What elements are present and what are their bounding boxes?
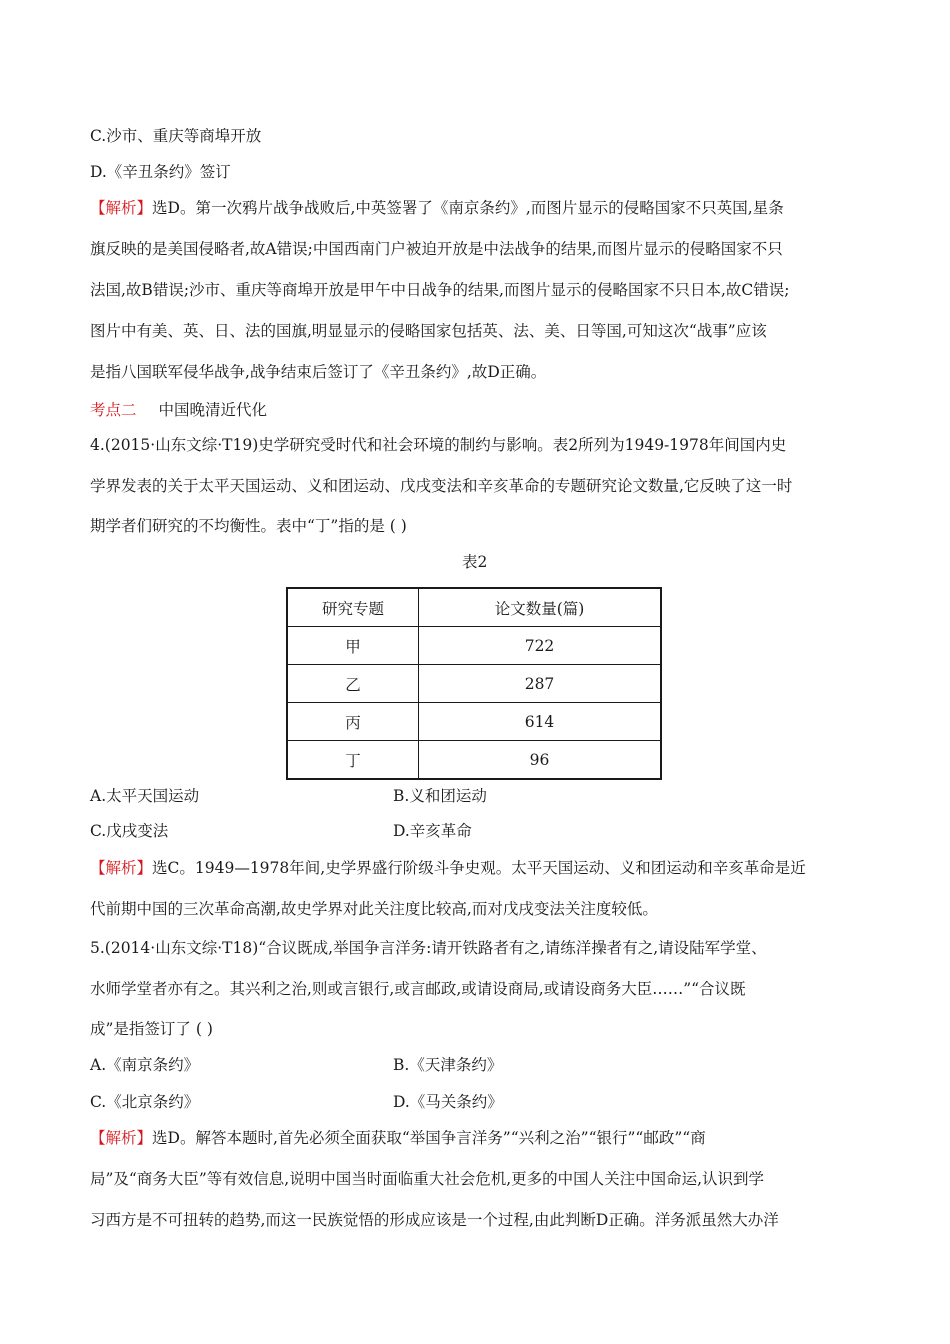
question-4-line3: 期学者们研究的不均衡性。表中“丁”指的是 ( ) <box>90 517 407 535</box>
analysis-tag: 【解析】 <box>90 1129 153 1147</box>
analysis-3-line4: 图片中有美、英、日、法的国旗,明显显示的侵略国家包括英、法、美、日等国,可知这次“战事”应该 <box>90 322 767 340</box>
analysis-tag: 【解析】 <box>90 199 153 217</box>
row-topic: 甲 <box>287 627 419 665</box>
q5-option-b: B.《天津条约》 <box>393 1056 503 1074</box>
paper-count-table <box>286 587 662 780</box>
analysis-3-line5: 是指八国联军侵华战争,战争结束后签订了《辛丑条约》,故D正确。 <box>90 363 547 381</box>
analysis-3-line3: 法国,故B错误;沙市、重庆等商埠开放是甲午中日战争的结果,而图片显示的侵略国家不只日本,故C错误; <box>90 281 790 299</box>
row-count: 287 <box>419 665 662 703</box>
q4-option-b: B.义和团运动 <box>393 787 487 805</box>
table-caption: 表2 <box>462 553 488 571</box>
header-count: 论文数量(篇) <box>419 588 662 627</box>
row-count: 614 <box>419 703 662 741</box>
table-header-row <box>287 588 661 627</box>
option-c-prev: C.沙市、重庆等商埠开放 <box>90 127 262 145</box>
question-5-line1: 5.(2014·山东文综·T18)“合议既成,举国争言洋务:请开铁路者有之,请练洋操者有之,请设陆军学堂、 <box>90 939 767 957</box>
analysis-4-line2: 代前期中国的三次革命高潮,故史学界对此关注度比较高,而对戊戌变法关注度较低。 <box>90 900 658 918</box>
section-heading <box>90 400 267 420</box>
analysis-3-line2: 旗反映的是美国侵略者,故A错误;中国西南门户被迫开放是中法战争的结果,而图片显示的侵略国家不只 <box>90 240 783 258</box>
analysis-5-line3: 习西方是不可扭转的趋势,而这一民族觉悟的形成应该是一个过程,由此判断D正确。洋务派虽然大办洋 <box>90 1211 779 1229</box>
question-5-line2: 水师学堂者亦有之。其兴利之治,则或言银行,或言邮政,或请设商局,或请设商务大臣……”“合议既 <box>90 980 746 998</box>
row-count: 96 <box>419 741 662 780</box>
q4-option-d: D.辛亥革命 <box>393 822 472 840</box>
table-row <box>287 703 661 741</box>
section-label: 考点二 <box>90 401 137 419</box>
q4-option-a: A.太平天国运动 <box>90 787 200 805</box>
table-row <box>287 741 661 780</box>
analysis-5-line1 <box>90 1128 706 1148</box>
analysis-text: 选C。1949—1978年间,史学界盛行阶级斗争史观。太平天国运动、义和团运动和辛亥革命是近 <box>152 859 806 877</box>
q4-option-c: C.戊戌变法 <box>90 822 169 840</box>
analysis-5-line2: 局”及“商务大臣”等有效信息,说明中国当时面临重大社会危机,更多的中国人关注中国命运,认识到学 <box>90 1170 765 1188</box>
question-5-line3: 成”是指签订了 ( ) <box>90 1020 213 1038</box>
question-4-line1: 4.(2015·山东文综·T19)史学研究受时代和社会环境的制约与影响。表2所列为1949-1978年间国内史 <box>90 436 787 454</box>
analysis-tag: 【解析】 <box>90 859 153 877</box>
row-topic: 丁 <box>287 741 419 780</box>
row-topic: 丙 <box>287 703 419 741</box>
row-count: 722 <box>419 627 662 665</box>
option-d-prev: D.《辛丑条约》签订 <box>90 163 231 181</box>
header-topic: 研究专题 <box>287 588 419 627</box>
analysis-text: 选D。解答本题时,首先必须全面获取“举国争言洋务”“兴利之治”“银行”“邮政”“商 <box>152 1129 706 1147</box>
analysis-4-line1 <box>90 858 806 878</box>
section-title: 中国晚清近代化 <box>158 401 268 419</box>
table-row <box>287 665 661 703</box>
q5-option-a: A.《南京条约》 <box>90 1056 200 1074</box>
row-topic: 乙 <box>287 665 419 703</box>
q5-option-d: D.《马关条约》 <box>393 1093 503 1111</box>
q5-option-c: C.《北京条约》 <box>90 1093 200 1111</box>
question-4-line2: 学界发表的关于太平天国运动、义和团运动、戊戌变法和辛亥革命的专题研究论文数量,它反映了这一时 <box>90 477 793 495</box>
analysis-text: 选D。第一次鸦片战争战败后,中英签署了《南京条约》,而图片显示的侵略国家不只英国,星条 <box>152 199 784 217</box>
analysis-3-line1 <box>90 198 784 218</box>
table-row <box>287 627 661 665</box>
